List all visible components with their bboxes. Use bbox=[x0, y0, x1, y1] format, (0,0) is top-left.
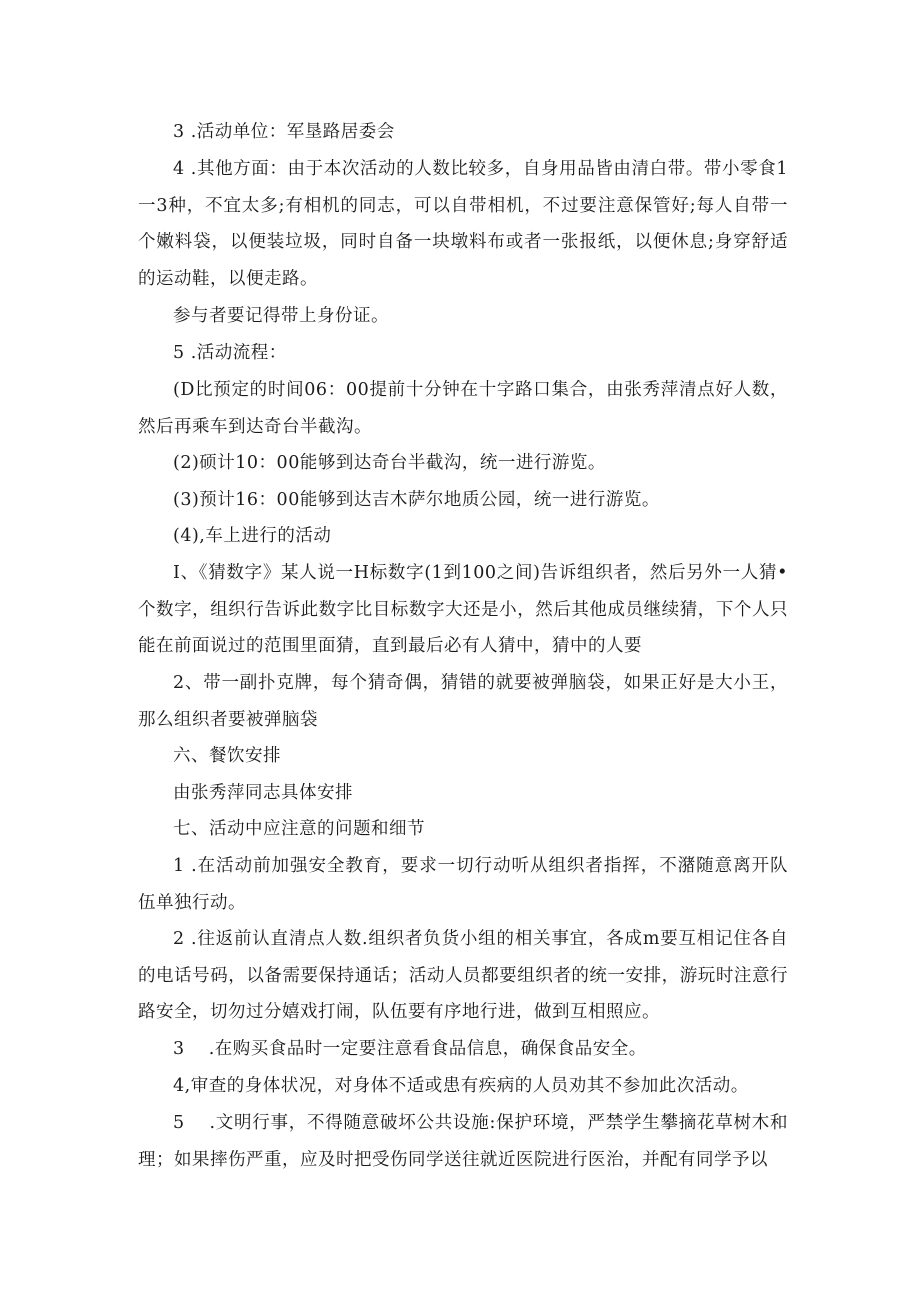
paragraph-process-heading: 5 .活动流程： bbox=[173, 343, 287, 363]
paragraph-process-step-1: (D比预定的时间06：00提前十分钟在十字路口集合，由张秀萍清点好人数，然后再乘车到达奇台半截沟。 bbox=[138, 380, 788, 437]
paragraph-game-guess-number: I、《猜数字》某人说一H标数字(1到100之间)告诉组织者，然后另外一人猜•个数字，组织行告诉此数字比目标数字大还是小，然后其他成员继续猜，下个人只能在前面说过的范围里面猜，直到最后必有人猜中，猜中的人要 bbox=[138, 563, 788, 656]
paragraph-process-step-2: (2)硕计10：00能够到达奇台半截沟，统一进行游览。 bbox=[173, 453, 606, 473]
paragraph-dining-detail: 由张秀萍同志具体安排 bbox=[173, 783, 353, 803]
paragraph-note-2: 2 .往返前认直清点人数.组织者负货小组的相关事宜，各成m要互相记住各自的电话号码，以备需要保持通话；活动人员都要组织者的统一安排，游玩时注意行路安全，切勿过分嬉戏打闹，队伍要有序地行进，做到互相照应。 bbox=[138, 929, 788, 1022]
paragraph-note-5: 5 .文明行事，不得随意破坏公共设施:保护环境，严禁学生攀摘花草树木和理；如果摔伤严重，应及时把受伤同学送往就近医院进行医治，并配有同学予以 bbox=[138, 1113, 788, 1170]
paragraph-id-reminder: 参与者要记得带上身份证。 bbox=[173, 306, 389, 326]
paragraph-section-dining: 六、餐饮安排 bbox=[173, 746, 281, 766]
paragraph-other-aspects: 4 .其他方面：由于本次活动的人数比较多，自身用品皆由清白带。带小零食1一3种，不宜太多;有相机的同志，可以自带相机，不过要注意保管好;每人自带一个嫩料袋，以便装垃圾，同时自备一块墩料布或者一张报纸，以便休息;身穿舒适的运动鞋，以便走路。 bbox=[138, 159, 788, 289]
paragraph-note-4: 4,审查的身体状况，对身体不适或患有疾病的人员劝其不参加此次活动。 bbox=[173, 1076, 749, 1096]
paragraph-game-cards: 2、带一副扑克牌，每个猜奇偶，猜错的就要被弹脑袋，如果正好是大小王，那么组织者要被弹脑袋 bbox=[138, 673, 788, 730]
paragraph-activity-unit: 3 .活动单位：军垦路居委会 bbox=[173, 122, 395, 142]
paragraph-section-notes: 七、活动中应注意的问题和细节 bbox=[173, 819, 425, 839]
paragraph-process-step-3: (3)预计16：00能够到达吉木萨尔地质公园，统一进行游览。 bbox=[173, 490, 660, 510]
paragraph-note-3: 3 .在购买食品时一定要注意看食品信息，确保食品安全。 bbox=[173, 1039, 647, 1059]
paragraph-process-step-4: (4),车上进行的活动 bbox=[173, 526, 332, 546]
paragraph-note-1: 1 .在活动前加强安全教育，要求一切行动听从组织者指挥，不潴随意离开队伍单独行动。 bbox=[138, 856, 788, 913]
